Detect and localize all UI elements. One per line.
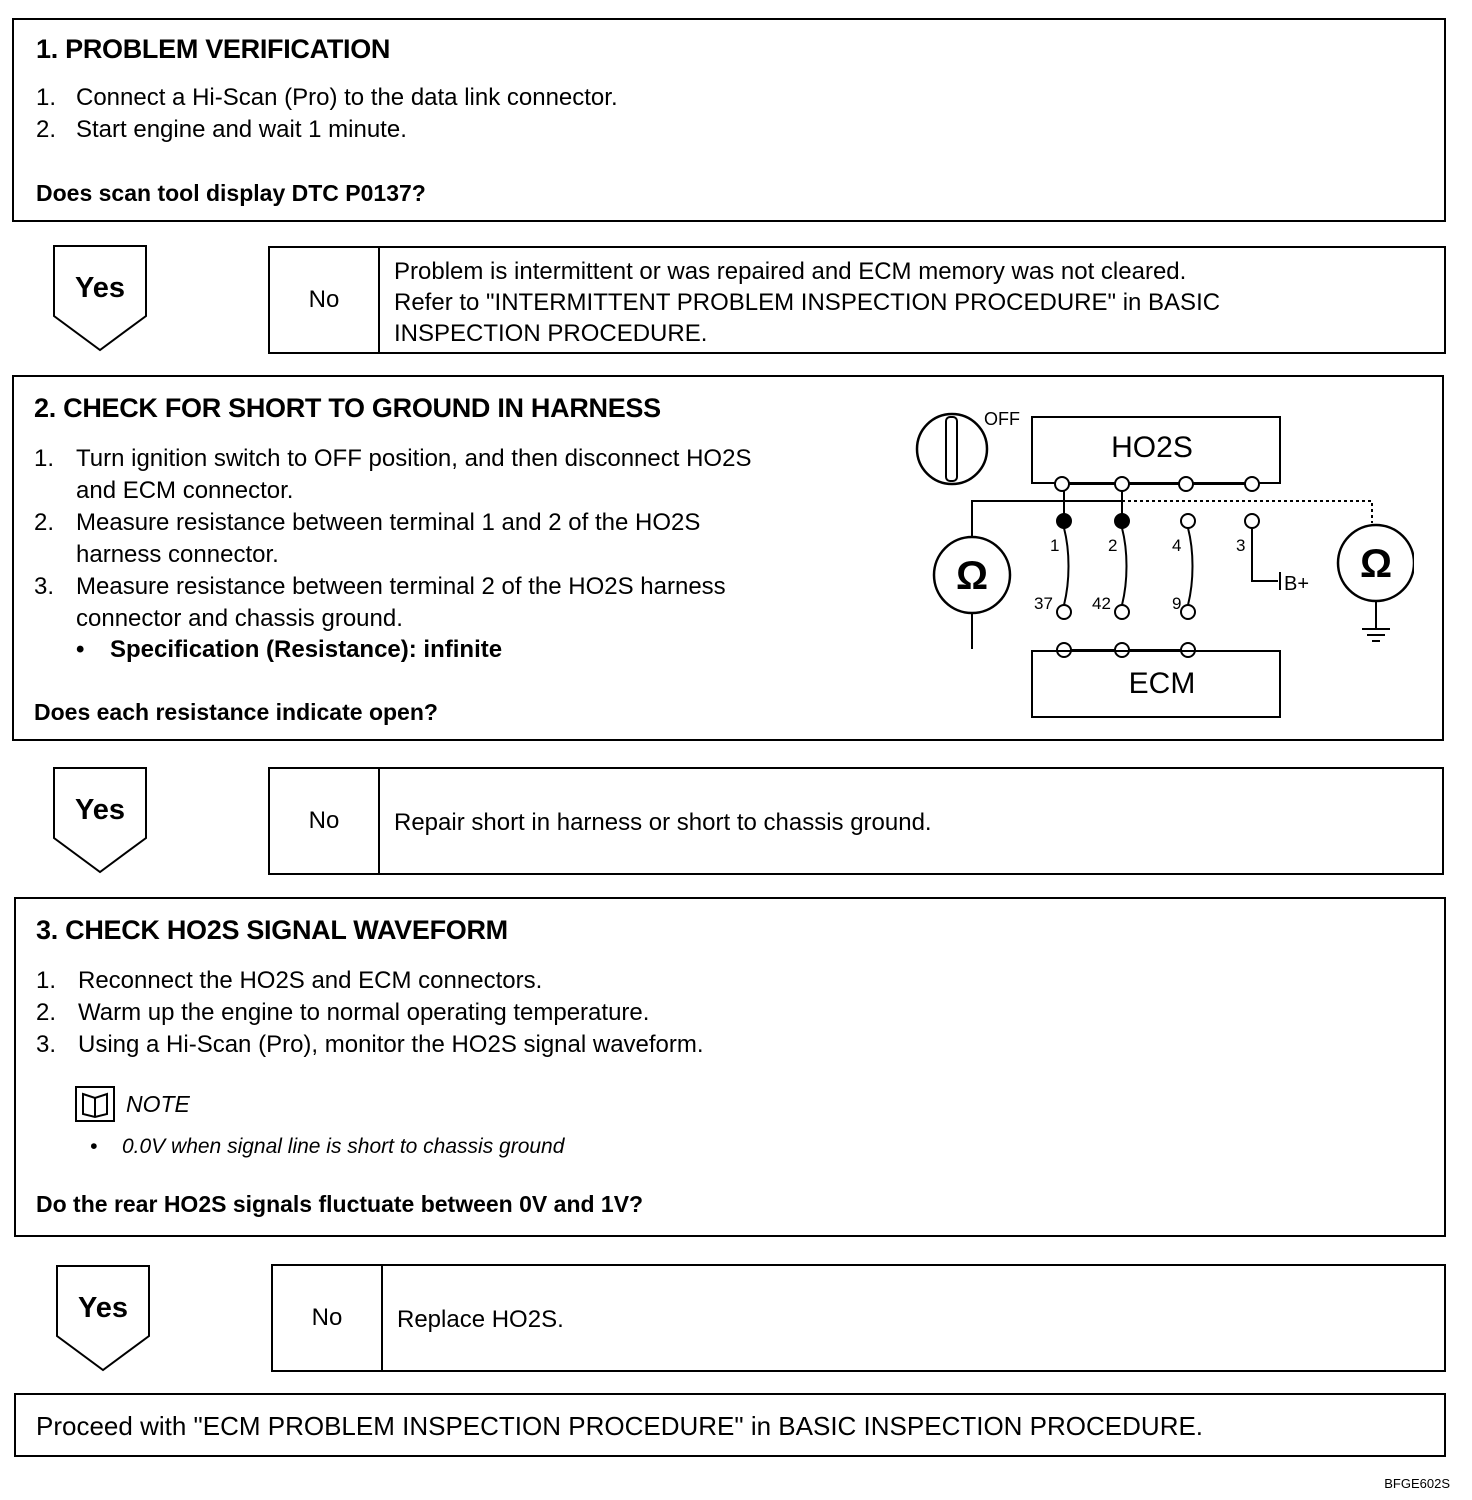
note-item: 0.0V when signal line is short to chassis ground <box>122 1135 565 1158</box>
step2-item2-num: 2. <box>34 509 55 536</box>
pin-4-label: 4 <box>1172 536 1182 555</box>
note-bullet: • <box>90 1135 98 1158</box>
step1-item2-num: 2. <box>36 116 57 143</box>
branch2-yes-arrow <box>52 766 148 876</box>
step3-item3-num: 3. <box>36 1031 57 1058</box>
svg-text:Ω: Ω <box>1359 542 1393 586</box>
ohmmeter-left-icon <box>934 537 1010 613</box>
ecm-label: ECM <box>1128 667 1196 700</box>
step2-spec-bullet: • <box>76 636 85 663</box>
ignition-switch-icon <box>917 414 987 484</box>
step1-item1-text: Connect a Hi-Scan (Pro) to the data link connector. <box>76 84 618 111</box>
branch1-no-line1: Problem is intermittent or was repaired and ECM memory was not cleared. <box>394 258 1187 285</box>
branch3-no-box <box>271 1264 1446 1372</box>
branch1-no-line2: Refer to "INTERMITTENT PROBLEM INSPECTION PROCEDURE" in BASIC <box>394 289 1221 316</box>
pin-1-label: 1 <box>1050 536 1060 555</box>
step1-item1-num: 1. <box>36 84 57 111</box>
step1-item2-text: Start engine and wait 1 minute. <box>76 116 407 143</box>
ground-icon <box>1362 601 1390 641</box>
bplus-label: B+ <box>1284 573 1310 595</box>
branch1-no-label: No <box>270 248 380 352</box>
pin-37-label: 37 <box>1034 594 1053 613</box>
step2-item3-num: 3. <box>34 573 55 600</box>
step3-item1-num: 1. <box>36 967 57 994</box>
step2-box <box>12 375 1444 741</box>
step3-item3-text: Using a Hi-Scan (Pro), monitor the HO2S signal waveform. <box>78 1031 704 1058</box>
branch2-no-text: Repair short in harness or short to chassis ground. <box>394 809 932 836</box>
step3-question: Do the rear HO2S signals fluctuate between 0V and 1V? <box>36 1191 644 1217</box>
ohmmeter-right-icon <box>1338 525 1414 601</box>
branch3-yes-arrow <box>55 1264 151 1374</box>
step2-item1-line2: and ECM connector. <box>76 477 294 504</box>
pin-2-label: 2 <box>1108 536 1118 555</box>
branch3-no-text: Replace HO2S. <box>397 1306 564 1333</box>
final-box <box>14 1393 1446 1457</box>
branch3-yes-label: Yes <box>78 1292 128 1324</box>
step2-item3-line1: Measure resistance between terminal 2 of the HO2S harness <box>76 573 726 600</box>
branch3-no-label: No <box>273 1266 383 1370</box>
step3-item2-num: 2. <box>36 999 57 1026</box>
branch1-no-box <box>268 246 1446 354</box>
step2-title: 2. CHECK FOR SHORT TO GROUND IN HARNESS <box>34 393 661 423</box>
note-book-icon <box>74 1085 116 1123</box>
pin-42-label: 42 <box>1092 594 1111 613</box>
branch1-yes-label: Yes <box>75 272 125 304</box>
circuit-diagram <box>894 391 1414 731</box>
step2-question: Does each resistance indicate open? <box>34 699 438 725</box>
step3-item2-text: Warm up the engine to normal operating temperature. <box>78 999 650 1026</box>
note-label: NOTE <box>126 1091 190 1117</box>
final-text: Proceed with "ECM PROBLEM INSPECTION PROCEDURE" in BASIC INSPECTION PROCEDURE. <box>36 1411 1204 1441</box>
step2-item3-line2: connector and chassis ground. <box>76 605 403 632</box>
off-label: OFF <box>984 409 1020 429</box>
step1-title: 1. PROBLEM VERIFICATION <box>36 34 391 64</box>
step2-item2-line2: harness connector. <box>76 541 279 568</box>
ho2s-label: HO2S <box>1111 431 1193 464</box>
branch1-yes-arrow <box>52 244 148 354</box>
step1-question: Does scan tool display DTC P0137? <box>36 180 426 206</box>
branch2-no-label: No <box>270 769 380 873</box>
step2-spec: Specification (Resistance): infinite <box>110 636 503 663</box>
pin-3-label: 3 <box>1236 536 1246 555</box>
step2-item2-line1: Measure resistance between terminal 1 and 2 of the HO2S <box>76 509 701 536</box>
step2-item1-line1: Turn ignition switch to OFF position, and then disconnect HO2S <box>76 445 752 472</box>
svg-text:Ω: Ω <box>955 554 989 598</box>
branch2-yes-label: Yes <box>75 794 125 826</box>
step3-title: 3. CHECK HO2S SIGNAL WAVEFORM <box>36 915 508 945</box>
branch1-no-line3: INSPECTION PROCEDURE. <box>394 320 708 347</box>
figure-code: BFGE602S <box>1384 1476 1450 1491</box>
step3-item1-text: Reconnect the HO2S and ECM connectors. <box>78 967 543 994</box>
step2-item1-num: 1. <box>34 445 55 472</box>
pin-9-label: 9 <box>1172 594 1182 613</box>
step1-box <box>12 18 1446 222</box>
step3-box <box>14 897 1446 1237</box>
branch2-no-box <box>268 767 1444 875</box>
